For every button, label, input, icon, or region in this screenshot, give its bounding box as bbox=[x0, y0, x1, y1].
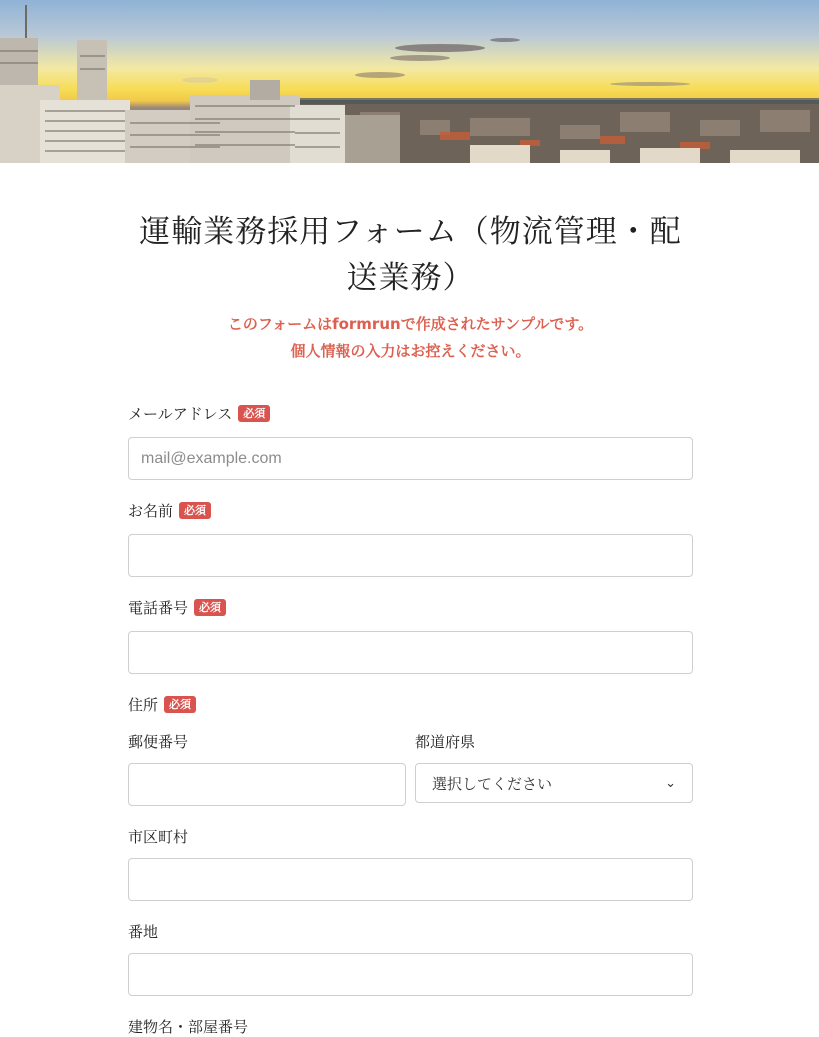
phone-label: 電話番号 bbox=[128, 599, 189, 617]
city-field[interactable] bbox=[128, 858, 693, 901]
name-field[interactable] bbox=[128, 534, 693, 577]
city-skyline-illustration bbox=[0, 0, 819, 163]
name-label-row bbox=[128, 500, 693, 521]
street-field[interactable] bbox=[128, 953, 693, 996]
prefecture-select[interactable] bbox=[415, 763, 693, 803]
sample-notice bbox=[128, 311, 693, 365]
required-badge: 必須 bbox=[238, 405, 270, 422]
postal-column bbox=[128, 731, 406, 806]
notice-line-1: このフォームはformrunで作成されたサンプルです。 bbox=[227, 315, 594, 333]
city-label: 市区町村 bbox=[128, 828, 189, 846]
email-label: メールアドレス bbox=[128, 405, 233, 423]
email-field[interactable] bbox=[128, 437, 693, 480]
address-label-row bbox=[128, 694, 693, 715]
postal-prefecture-row bbox=[128, 731, 693, 806]
chevron-down-icon: ⌄ bbox=[665, 775, 676, 791]
notice-line-2: 個人情報の入力はお控えください。 bbox=[290, 342, 531, 360]
name-label: お名前 bbox=[128, 502, 174, 520]
postal-label: 郵便番号 bbox=[128, 733, 189, 751]
building-label: 建物名・部屋番号 bbox=[128, 1018, 249, 1036]
prefecture-column bbox=[415, 731, 693, 806]
prefecture-selected-value: 選択してください bbox=[432, 774, 553, 793]
prefecture-label: 都道府県 bbox=[415, 733, 476, 751]
form-container bbox=[126, 209, 693, 1037]
header-image-city-skyline bbox=[0, 0, 819, 163]
email-label-row bbox=[128, 403, 693, 424]
required-badge: 必須 bbox=[179, 502, 211, 519]
form-title: 運輸業務採用フォーム（物流管理・配送業務） bbox=[139, 214, 682, 296]
phone-field[interactable] bbox=[128, 631, 693, 674]
postal-code-field[interactable] bbox=[128, 763, 406, 806]
required-badge: 必須 bbox=[194, 599, 226, 616]
address-label: 住所 bbox=[128, 696, 159, 714]
required-badge: 必須 bbox=[164, 696, 196, 713]
phone-label-row bbox=[128, 597, 693, 618]
street-label: 番地 bbox=[128, 923, 159, 941]
